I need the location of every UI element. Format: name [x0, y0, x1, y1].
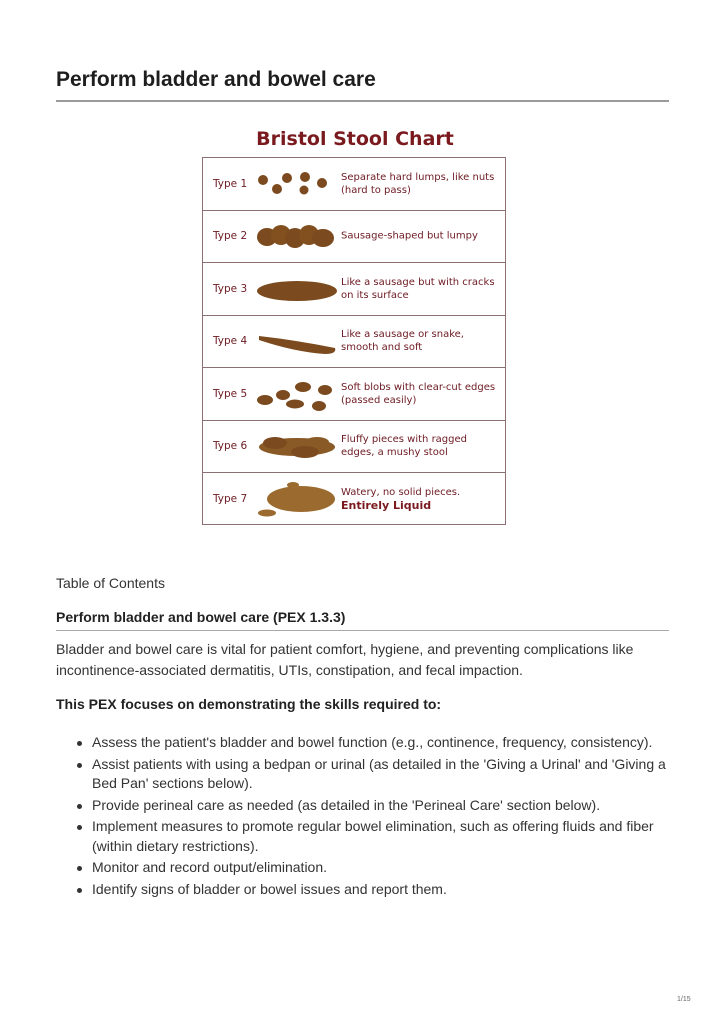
type-label: Type 7	[213, 493, 248, 506]
type-label: Type 6	[213, 440, 248, 453]
chart-row	[203, 158, 505, 211]
section-heading: Perform bladder and bowel care (PEX 1.3.3)	[56, 609, 346, 625]
list-item: Monitor and record output/elimination.	[56, 858, 671, 878]
bristol-stool-chart-figure	[202, 122, 508, 528]
focus-statement: This PEX focuses on demonstrating the skills required to:	[56, 696, 442, 712]
chart-row	[203, 368, 505, 421]
type-description: Sausage-shaped but lumpy	[341, 230, 478, 242]
section-divider	[56, 630, 669, 631]
chart-row	[203, 211, 505, 264]
chart-row	[203, 263, 505, 316]
type-description	[341, 486, 503, 512]
type-description: Fluffy pieces with ragged edges, a mushy stool	[341, 434, 468, 459]
intro-paragraph: Bladder and bowel care is vital for patient comfort, hygiene, and preventing complications like incontinence-associated dermatitis, UTIs, constipation, and fecal impaction.	[56, 641, 634, 678]
type-label: Type 3	[213, 282, 248, 295]
type-description-emphasis: Entirely Liquid	[341, 499, 432, 513]
type-description: Like a sausage but with cracks on its surface	[341, 276, 495, 301]
list-item: Assess the patient's bladder and bowel function (e.g., continence, frequency, consistency).	[56, 733, 671, 753]
list-item: Implement measures to promote regular bowel elimination, such as offering fluids and fiber (within dietary restrictions).	[56, 817, 671, 856]
fluffy-pieces-icon	[255, 427, 339, 467]
page-number: 1/15	[677, 996, 691, 1003]
chart-row	[203, 421, 505, 474]
page-title: Perform bladder and bowel care	[56, 68, 376, 91]
separate-lumps-icon	[255, 164, 339, 204]
lumpy-sausage-icon	[255, 217, 339, 257]
table-of-contents-link[interactable]: Table of Contents	[56, 575, 165, 591]
soft-blobs-icon	[255, 374, 339, 414]
chart-title: Bristol Stool Chart	[256, 128, 454, 150]
type-label: Type 4	[213, 335, 248, 348]
list-item: Assist patients with using a bedpan or urinal (as detailed in the 'Giving a Urinal' and 'Giving a Bed Pan' sections below).	[56, 755, 671, 794]
cracked-sausage-icon	[255, 269, 339, 309]
list-item: Identify signs of bladder or bowel issues and report them.	[56, 880, 671, 900]
watery-puddle-icon	[255, 479, 339, 519]
title-divider	[56, 100, 669, 102]
type-description: Like a sausage or snake, smooth and soft	[341, 329, 464, 354]
type-label: Type 2	[213, 230, 248, 243]
type-label: Type 1	[213, 177, 248, 190]
type-label: Type 5	[213, 387, 248, 400]
type-description-text: Watery, no solid pieces.	[341, 487, 461, 499]
type-description: Separate hard lumps, like nuts (hard to pass)	[341, 171, 495, 196]
skills-list	[56, 733, 671, 901]
type-description: Soft blobs with clear-cut edges (passed easily)	[341, 381, 496, 406]
chart-row	[203, 473, 505, 526]
chart-table	[202, 157, 506, 525]
chart-row	[203, 316, 505, 369]
list-item: Provide perineal care as needed (as detailed in the 'Perineal Care' section below).	[56, 796, 671, 816]
smooth-snake-icon	[255, 322, 339, 362]
